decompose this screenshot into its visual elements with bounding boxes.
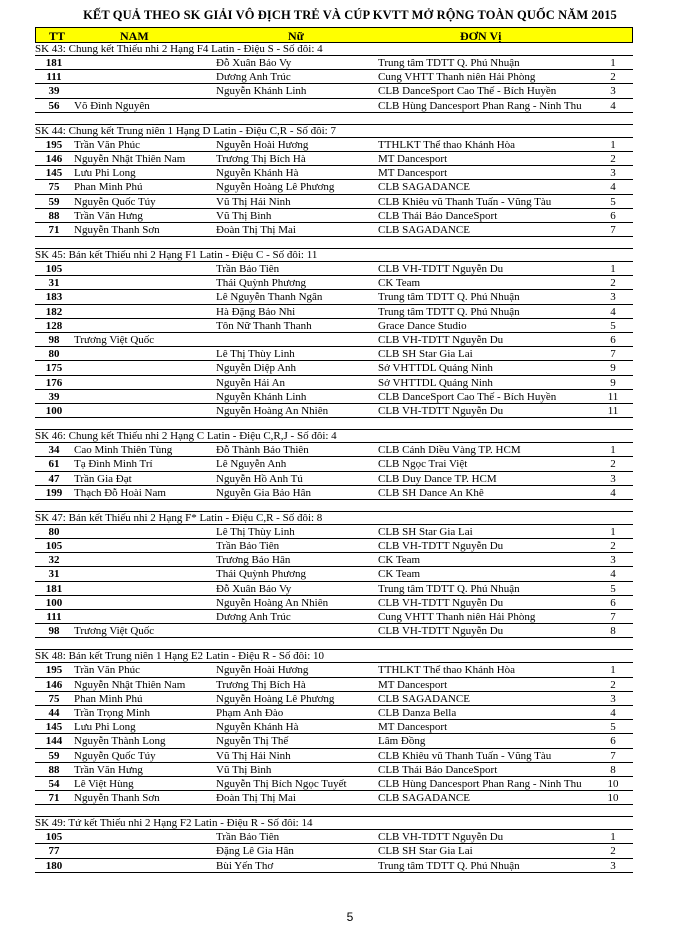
placement: 2 [610, 277, 616, 290]
placement: 5 [610, 195, 616, 208]
table-row [35, 525, 633, 539]
club-name: CLB SAGADANCE [378, 792, 470, 805]
table-row [35, 305, 633, 319]
competitor-number: 182 [45, 305, 63, 318]
female-name: Nguyễn Khánh Hà [216, 721, 299, 734]
club-name: CLB VH-TDTT Nguyễn Du [378, 831, 504, 844]
competitor-number: 56 [48, 99, 60, 112]
placement: 11 [607, 390, 619, 403]
female-name: Nguyễn Hoài Hương [216, 138, 309, 151]
competitor-number: 128 [45, 319, 63, 332]
table-row [35, 734, 633, 748]
placement: 5 [610, 721, 616, 734]
club-name: CLB SH Star Gia Lai [378, 525, 473, 538]
male-name: Nguyễn Thành Long [74, 735, 166, 748]
female-name: Nguyễn Khánh Hà [216, 167, 299, 180]
male-name: Nguyễn Quốc Túy [74, 749, 156, 762]
section-spacer [35, 500, 633, 512]
competitor-number: 77 [48, 845, 60, 858]
female-name: Nguyễn Hồ Anh Tú [216, 472, 303, 485]
placement: 1 [610, 57, 616, 69]
female-name: Nguyễn Hải An [216, 376, 286, 389]
female-name: Đoàn Thị Thị Mai [216, 223, 296, 236]
female-name: Nguyễn Khánh Linh [216, 390, 307, 403]
club-name: CLB SH Star Gia Lai [378, 845, 473, 858]
table-row [35, 56, 633, 70]
table-row [35, 567, 633, 581]
club-name: CK Team [378, 568, 421, 581]
female-name: Lê Thị Thùy Linh [216, 525, 295, 538]
male-name: Phan Minh Phú [74, 692, 143, 705]
competitor-number: 100 [45, 596, 63, 609]
club-name: CLB DanceSport Cao Thế - Bích Huyền [378, 85, 557, 98]
female-name: Trần Bảo Tiên [216, 831, 280, 844]
competitor-number: 176 [45, 376, 63, 389]
club-name: Cung VHTT Thanh niên Hải Phòng [378, 611, 536, 623]
club-name: CLB Hùng Dancesport Phan Rang - Ninh Thu [378, 777, 582, 790]
male-name: Nguyễn Quốc Túy [74, 195, 156, 208]
competitor-number: 105 [45, 831, 63, 844]
placement: 9 [610, 362, 616, 375]
female-name: Nguyễn Khánh Linh [216, 85, 307, 98]
club-name: Grace Dance Studio [378, 319, 467, 332]
table-row [35, 180, 633, 194]
event-section [35, 43, 633, 113]
table-row [35, 777, 633, 791]
placement: 2 [610, 458, 616, 471]
event-title: SK 47: Bán kết Thiếu nhi 2 Hạng F* Latin - Điệu C,R - Số đôi: 8 [35, 512, 633, 525]
competitor-number: 75 [48, 692, 60, 705]
placement: 4 [610, 99, 616, 112]
competitor-number: 47 [48, 472, 60, 485]
table-row [35, 276, 633, 290]
male-name: Trần Gia Đạt [74, 472, 132, 485]
competitor-number: 71 [48, 223, 60, 236]
event-title: SK 43: Chung kết Thiếu nhi 2 Hạng F4 Latin - Điệu S - Số đôi: 4 [35, 43, 633, 56]
competitor-number: 71 [48, 792, 60, 805]
club-name: Lâm Đồng [378, 735, 426, 748]
table-row [35, 610, 633, 624]
table-row [35, 404, 633, 418]
placement: 9 [610, 376, 616, 389]
competitor-number: 88 [48, 209, 60, 222]
competitor-number: 39 [48, 390, 60, 403]
placement: 6 [610, 735, 616, 748]
placement: 3 [610, 859, 616, 872]
male-name: Lưu Phi Long [74, 167, 136, 180]
female-name: Thái Quỳnh Phương [216, 568, 306, 581]
club-name: CLB SAGADANCE [378, 181, 470, 194]
male-name: Thạch Đỗ Hoài Nam [74, 486, 166, 499]
competitor-number: 111 [46, 71, 62, 84]
competitor-number: 181 [45, 582, 63, 595]
placement: 3 [610, 291, 616, 304]
club-name: Trung tâm TDTT Q. Phú Nhuận [378, 305, 520, 318]
club-name: CK Team [378, 554, 421, 567]
table-row [35, 152, 633, 166]
female-name: Tôn Nữ Thanh Thanh [216, 319, 312, 332]
placement: 3 [610, 692, 616, 705]
placement: 8 [610, 763, 616, 776]
club-name: CLB SH Star Gia Lai [378, 348, 473, 361]
club-name: CLB VH-TDTT Nguyễn Du [378, 404, 504, 417]
placement: 8 [610, 625, 616, 638]
competitor-number: 183 [45, 291, 63, 304]
club-name: Cung VHTT Thanh niên Hải Phòng [378, 71, 536, 84]
table-row [35, 791, 633, 805]
female-name: Đỗ Thành Bảo Thiên [216, 444, 309, 457]
club-name: MT Dancesport [378, 721, 448, 734]
results-table [35, 43, 633, 873]
placement: 3 [610, 167, 616, 180]
competitor-number: 144 [45, 735, 63, 748]
competitor-number: 146 [45, 152, 63, 165]
female-name: Nguyễn Hoài Hương [216, 664, 309, 677]
event-title: SK 45: Bán kết Thiếu nhi 2 Hạng F1 Latin - Điệu C - Số đôi: 11 [35, 249, 633, 262]
page-title: KẾT QUẢ THEO SK GIẢI VÔ ĐỊCH TRẺ VÀ CÚP KVTT MỞ RỘNG TOÀN QUỐC NĂM 2015 [83, 8, 617, 22]
table-row [35, 361, 633, 375]
female-name: Bùi Yến Thơ [216, 859, 274, 872]
placement: 1 [610, 664, 616, 677]
event-section [35, 817, 633, 873]
female-name: Trương Thị Bích Hà [216, 678, 306, 691]
competitor-number: 39 [48, 85, 60, 98]
club-name: CLB SAGADANCE [378, 223, 470, 236]
female-name: Đặng Lê Gia Hân [216, 845, 294, 858]
competitor-number: 105 [45, 263, 63, 276]
female-name: Đoàn Thị Thị Mai [216, 792, 296, 805]
female-name: Lê Thị Thùy Linh [216, 348, 295, 361]
female-name: Nguyễn Gia Bảo Hân [216, 486, 312, 499]
table-row [35, 472, 633, 486]
table-row [35, 844, 633, 858]
club-name: CLB SAGADANCE [378, 692, 470, 705]
placement: 7 [610, 348, 616, 361]
male-name: Lê Việt Hùng [74, 777, 134, 790]
club-name: TTHLKT Thể thao Khánh Hòa [378, 664, 516, 677]
placement: 4 [610, 568, 616, 581]
club-name: Trung tâm TDTT Q. Phú Nhuận [378, 859, 520, 872]
competitor-number: 145 [45, 167, 63, 180]
club-name: Sở VHTTDL Quảng Ninh [378, 376, 493, 389]
club-name: MT Dancesport [378, 678, 448, 691]
male-name: Trần Văn Phúc [74, 138, 141, 151]
competitor-number: 98 [48, 334, 60, 346]
table-row [35, 333, 633, 347]
placement: 6 [610, 596, 616, 609]
club-name: MT Dancesport [378, 167, 448, 180]
male-name: Phan Minh Phú [74, 181, 143, 194]
event-title: SK 49: Tứ kết Thiếu nhi 2 Hạng F2 Latin - Điệu R - Số đôi: 14 [35, 817, 633, 830]
female-name: Lê Nguyễn Anh [216, 458, 287, 471]
club-name: TTHLKT Thể thao Khánh Hòa [378, 138, 516, 151]
event-section [35, 650, 633, 805]
male-name: Tạ Đình Minh Trí [74, 458, 153, 471]
club-name: Trung tâm TDTT Q. Phú Nhuận [378, 291, 520, 304]
placement: 2 [610, 845, 616, 858]
placement: 3 [610, 554, 616, 567]
table-row [35, 706, 633, 720]
female-name: Đỗ Xuân Bảo Vy [216, 582, 292, 595]
female-name: Vũ Thị Hải Ninh [216, 749, 291, 762]
competitor-number: 146 [45, 678, 63, 691]
club-name: CLB VH-TDTT Nguyễn Du [378, 263, 504, 276]
club-name: CLB Thái Bảo DanceSport [378, 763, 498, 776]
female-name: Vũ Thị Hải Ninh [216, 195, 291, 208]
competitor-number: 34 [48, 444, 60, 457]
table-row [35, 582, 633, 596]
page-number: 5 [346, 910, 354, 924]
section-spacer [35, 638, 633, 650]
table-row [35, 486, 633, 500]
event-title: SK 48: Bán kết Trung niên 1 Hạng E2 Latin - Điệu R - Số đôi: 10 [35, 650, 633, 663]
table-row [35, 763, 633, 777]
male-name: Cao Minh Thiên Tùng [74, 444, 173, 457]
female-name: Hà Đặng Bảo Nhi [216, 305, 296, 318]
competitor-number: 111 [46, 611, 62, 623]
male-name: Lưu Phi Long [74, 721, 136, 734]
header-donvi: ĐƠN Vị [460, 29, 502, 43]
event-section [35, 249, 633, 418]
club-name: Trung tâm TDTT Q. Phú Nhuận [378, 57, 520, 69]
table-row [35, 84, 633, 98]
section-spacer [35, 237, 633, 249]
table-row [35, 443, 633, 457]
placement: 3 [610, 85, 616, 98]
table-header [35, 27, 633, 43]
section-spacer [35, 113, 633, 125]
placement: 1 [610, 831, 616, 844]
table-row [35, 376, 633, 390]
competitor-number: 199 [45, 486, 63, 499]
male-name: Trương Việt Quốc [74, 334, 155, 346]
placement: 1 [610, 525, 616, 538]
club-name: CLB Khiêu vũ Thanh Tuấn - Vũng Tàu [378, 749, 552, 762]
event-title: SK 46: Chung kết Thiếu nhi 2 Hạng C Latin - Điệu C,R,J - Số đôi: 4 [35, 430, 633, 443]
female-name: Nguyễn Diệp Anh [216, 362, 297, 375]
placement: 1 [610, 138, 616, 151]
table-row [35, 99, 633, 113]
competitor-number: 59 [48, 195, 60, 208]
table-row [35, 692, 633, 706]
table-row [35, 347, 633, 361]
club-name: CLB VH-TDTT Nguyễn Du [378, 334, 504, 346]
female-name: Nguyễn Hoàng An Nhiên [216, 596, 329, 609]
event-title: SK 44: Chung kết Trung niên 1 Hạng D Latin - Điệu C,R - Số đôi: 7 [35, 125, 633, 138]
header-nam: NAM [120, 29, 149, 43]
placement: 10 [607, 777, 619, 790]
table-row [35, 663, 633, 677]
female-name: Nguyễn Hoàng Lê Phương [216, 692, 335, 705]
male-name: Trần Văn Hưng [74, 763, 143, 776]
club-name: CK Team [378, 277, 421, 290]
competitor-number: 80 [48, 348, 60, 361]
competitor-number: 195 [45, 664, 63, 677]
placement: 7 [610, 223, 616, 236]
club-name: CLB VH-TDTT Nguyễn Du [378, 625, 504, 638]
competitor-number: 31 [48, 277, 60, 290]
female-name: Dương Anh Trúc [216, 611, 291, 623]
male-name: Trần Văn Hưng [74, 209, 143, 222]
female-name: Nguyễn Thị Thế [216, 735, 289, 748]
table-row [35, 830, 633, 844]
placement: 6 [610, 334, 616, 346]
female-name: Dương Anh Trúc [216, 71, 291, 84]
club-name: CLB DanceSport Cao Thế - Bích Huyền [378, 390, 557, 403]
section-spacer [35, 805, 633, 817]
table-row [35, 138, 633, 152]
table-row [35, 223, 633, 237]
table-row [35, 553, 633, 567]
female-name: Vũ Thị Bình [216, 209, 272, 222]
table-row [35, 859, 633, 873]
male-name: Trần Trọng Minh [74, 706, 151, 719]
competitor-number: 175 [45, 362, 63, 375]
club-name: Sở VHTTDL Quảng Ninh [378, 362, 493, 375]
female-name: Phạm Anh Đào [216, 706, 284, 719]
table-row [35, 290, 633, 304]
club-name: CLB Cánh Diều Vàng TP. HCM [378, 444, 521, 457]
club-name: CLB Hùng Dancesport Phan Rang - Ninh Thu [378, 99, 582, 112]
placement: 2 [610, 152, 616, 165]
club-name: CLB VH-TDTT Nguyễn Du [378, 540, 504, 553]
table-row [35, 539, 633, 553]
event-section [35, 125, 633, 237]
female-name: Trần Bảo Tiên [216, 540, 280, 553]
placement: 3 [610, 472, 616, 485]
competitor-number: 145 [45, 721, 63, 734]
female-name: Nguyễn Thị Bích Ngọc Tuyết [216, 777, 347, 790]
competitor-number: 195 [45, 138, 63, 151]
competitor-number: 31 [48, 568, 60, 581]
female-name: Trương Bảo Hân [216, 554, 291, 567]
table-row [35, 166, 633, 180]
header-nu: Nữ [288, 29, 304, 43]
table-row [35, 262, 633, 276]
placement: 7 [610, 611, 616, 623]
male-name: Trần Văn Phúc [74, 664, 141, 677]
table-row [35, 596, 633, 610]
table-row [35, 70, 633, 84]
club-name: CLB Danza Bella [378, 706, 457, 719]
female-name: Nguyễn Hoàng Lê Phương [216, 181, 335, 194]
table-row [35, 720, 633, 734]
club-name: CLB Thái Bảo DanceSport [378, 209, 498, 222]
competitor-number: 44 [48, 706, 60, 719]
club-name: Trung tâm TDTT Q. Phú Nhuận [378, 582, 520, 595]
event-section [35, 512, 633, 639]
club-name: MT Dancesport [378, 152, 448, 165]
placement: 4 [610, 706, 616, 719]
club-name: CLB VH-TDTT Nguyễn Du [378, 596, 504, 609]
table-row [35, 457, 633, 471]
competitor-number: 80 [48, 525, 60, 538]
competitor-number: 100 [45, 404, 63, 417]
competitor-number: 61 [48, 458, 60, 471]
competitor-number: 88 [48, 763, 60, 776]
competitor-number: 180 [45, 859, 63, 872]
placement: 7 [610, 749, 616, 762]
table-row [35, 678, 633, 692]
placement: 10 [607, 792, 619, 805]
section-spacer [35, 418, 633, 430]
female-name: Thái Quỳnh Phương [216, 277, 306, 290]
table-row [35, 624, 633, 638]
placement: 1 [610, 263, 616, 276]
placement: 2 [610, 678, 616, 691]
male-name: Nguyễn Nhật Thiên Nam [74, 678, 186, 691]
male-name: Trương Việt Quốc [74, 625, 155, 638]
placement: 4 [610, 181, 616, 194]
competitor-number: 32 [48, 554, 60, 567]
female-name: Trương Thị Bích Hà [216, 152, 306, 165]
competitor-number: 75 [48, 181, 60, 194]
male-name: Nguyễn Nhật Thiên Nam [74, 152, 186, 165]
event-section [35, 430, 633, 500]
placement: 6 [610, 209, 616, 222]
placement: 2 [610, 71, 616, 84]
placement: 5 [610, 582, 616, 595]
female-name: Trần Bảo Tiên [216, 263, 280, 276]
club-name: CLB Duy Dance TP. HCM [378, 472, 497, 485]
competitor-number: 59 [48, 749, 60, 762]
female-name: Đỗ Xuân Bảo Vy [216, 57, 292, 69]
competitor-number: 181 [45, 57, 63, 69]
competitor-number: 54 [48, 777, 60, 790]
competitor-number: 98 [48, 625, 60, 638]
placement: 5 [610, 319, 616, 332]
placement: 11 [607, 404, 619, 417]
club-name: CLB SH Dance An Khê [378, 486, 484, 499]
male-name: Võ Đình Nguyên [74, 99, 150, 112]
female-name: Vũ Thị Bình [216, 763, 272, 776]
club-name: CLB Khiêu vũ Thanh Tuấn - Vũng Tàu [378, 195, 552, 208]
header-tt: TT [49, 29, 66, 43]
competitor-number: 105 [45, 540, 63, 553]
club-name: CLB Ngọc Trai Việt [378, 458, 468, 471]
placement: 2 [610, 540, 616, 553]
table-row [35, 749, 633, 763]
male-name: Nguyễn Thanh Sơn [74, 223, 160, 236]
female-name: Nguyễn Hoàng An Nhiên [216, 404, 329, 417]
male-name: Nguyễn Thanh Sơn [74, 792, 160, 805]
placement: 4 [610, 305, 616, 318]
female-name: Lê Nguyễn Thanh Ngân [216, 291, 323, 304]
table-row [35, 209, 633, 223]
table-row [35, 195, 633, 209]
table-row [35, 319, 633, 333]
placement: 4 [610, 486, 616, 499]
placement: 1 [610, 444, 616, 457]
table-row [35, 390, 633, 404]
